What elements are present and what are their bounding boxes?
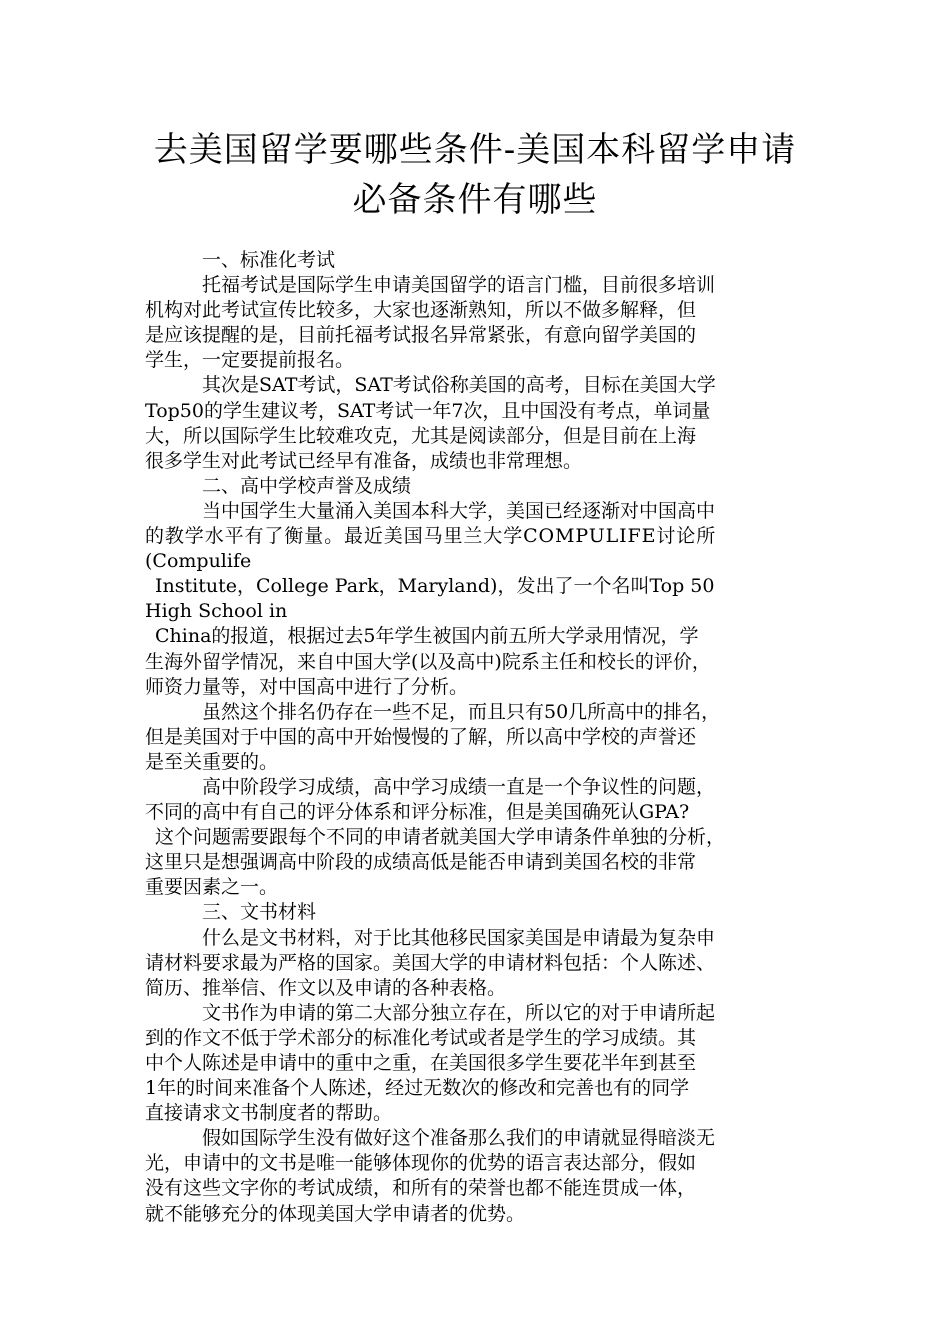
body-line: (Compulife [145, 550, 252, 573]
body-line: 1年的时间来准备个人陈述，经过无数次的修改和完善也有的同学 [145, 1077, 690, 1100]
section-heading: 二、高中学校声誉及成绩 [202, 474, 412, 497]
body-line: 大，所以国际学生比较难攻克，尤其是阅读部分，但是目前在上海 [145, 424, 697, 447]
body-line: 很多学生对此考试已经早有准备，成绩也非常理想。 [145, 449, 583, 472]
body-line: 高中阶段学习成绩，高中学习成绩一直是一个争议性的问题， [202, 775, 716, 798]
body-line: 光，申请中的文书是唯一能够体现你的优势的语言表达部分，假如 [145, 1152, 697, 1175]
body-line: 机构对此考试宣传比较多，大家也逐渐熟知，所以不做多解释，但 [145, 299, 697, 322]
body-line: 到的作文不低于学术部分的标准化考试或者是学生的学习成绩。其 [145, 1026, 697, 1049]
body-line: 文书作为申请的第二大部分独立存在，所以它的对于申请所起 [202, 1001, 716, 1024]
body-line: 但是美国对于中国的高中开始慢慢的了解，所以高中学校的声誉还 [145, 725, 697, 748]
body-line: 重要因素之一。 [145, 876, 279, 899]
body-line: 这里只是想强调高中阶段的成绩高低是能否申请到美国名校的非常 [145, 851, 697, 874]
document-title-line-1: 去美国留学要哪些条件-美国本科留学申请 [153, 130, 797, 170]
body-line: 是应该提醒的是，目前托福考试报名异常紧张，有意向留学美国的 [145, 324, 697, 347]
body-line: 的教学水平有了衡量。最近美国马里兰大学COMPULIFE讨论所 [145, 525, 717, 548]
body-line: 直接请求文书制度者的帮助。 [145, 1102, 393, 1125]
section-heading: 一、标准化考试 [202, 249, 336, 271]
body-line: 请材料要求最为严格的国家。美国大学的申请材料包括：个人陈述、 [145, 951, 716, 974]
body-line: Institute，College Park，Maryland)，发出了一个名叫Top 50 [155, 575, 715, 598]
body-line: 简历、推举信、作文以及申请的各种表格。 [145, 976, 507, 999]
body-line: 生海外留学情况，来自中国大学(以及高中)院系主任和校长的评价， [145, 650, 711, 673]
section-heading: 三、文书材料 [202, 901, 317, 924]
body-line: 托福考试是国际学生申请美国留学的语言门槛，目前很多培训 [202, 274, 716, 297]
body-line: 不同的高中有自己的评分体系和评分标准，但是美国确死认GPA? [145, 801, 690, 824]
body-line: 当中国学生大量涌入美国本科大学，美国已经逐渐对中国高中 [202, 499, 716, 522]
body-line: 学生，一定要提前报名。 [145, 349, 355, 372]
body-line: 师资力量等，对中国高中进行了分析。 [145, 675, 469, 698]
body-line: 什么是文书材料，对于比其他移民国家美国是申请最为复杂申 [202, 926, 716, 949]
body-line: 其次是SAT考试，SAT考试俗称美国的高考，目标在美国大学 [202, 374, 716, 397]
body-line: 虽然这个排名仍存在一些不足，而且只有50几所高中的排名， [202, 700, 721, 723]
body-line: 是至关重要的。 [145, 750, 279, 773]
body-line: 中个人陈述是申请中的重中之重，在美国很多学生要花半年到甚至 [145, 1052, 697, 1074]
body-line: 没有这些文字你的考试成绩，和所有的荣誉也都不能连贯成一体， [145, 1177, 697, 1200]
body-line: 就不能够充分的体现美国大学申请者的优势。 [145, 1202, 526, 1225]
body-line: 假如国际学生没有做好这个准备那么我们的申请就显得暗淡无 [202, 1127, 716, 1150]
document-body [145, 248, 817, 1227]
document-title-line-2: 必备条件有哪些 [352, 180, 598, 220]
body-line: China的报道，根据过去5年学生被国内前五所大学录用情况，学 [155, 625, 699, 648]
body-line: Top50的学生建议考，SAT考试一年7次，且中国没有考点，单词量 [145, 399, 711, 422]
body-line: High School in [145, 600, 288, 623]
body-line: 这个问题需要跟每个不同的申请者就美国大学申请条件单独的分析， [155, 826, 726, 849]
